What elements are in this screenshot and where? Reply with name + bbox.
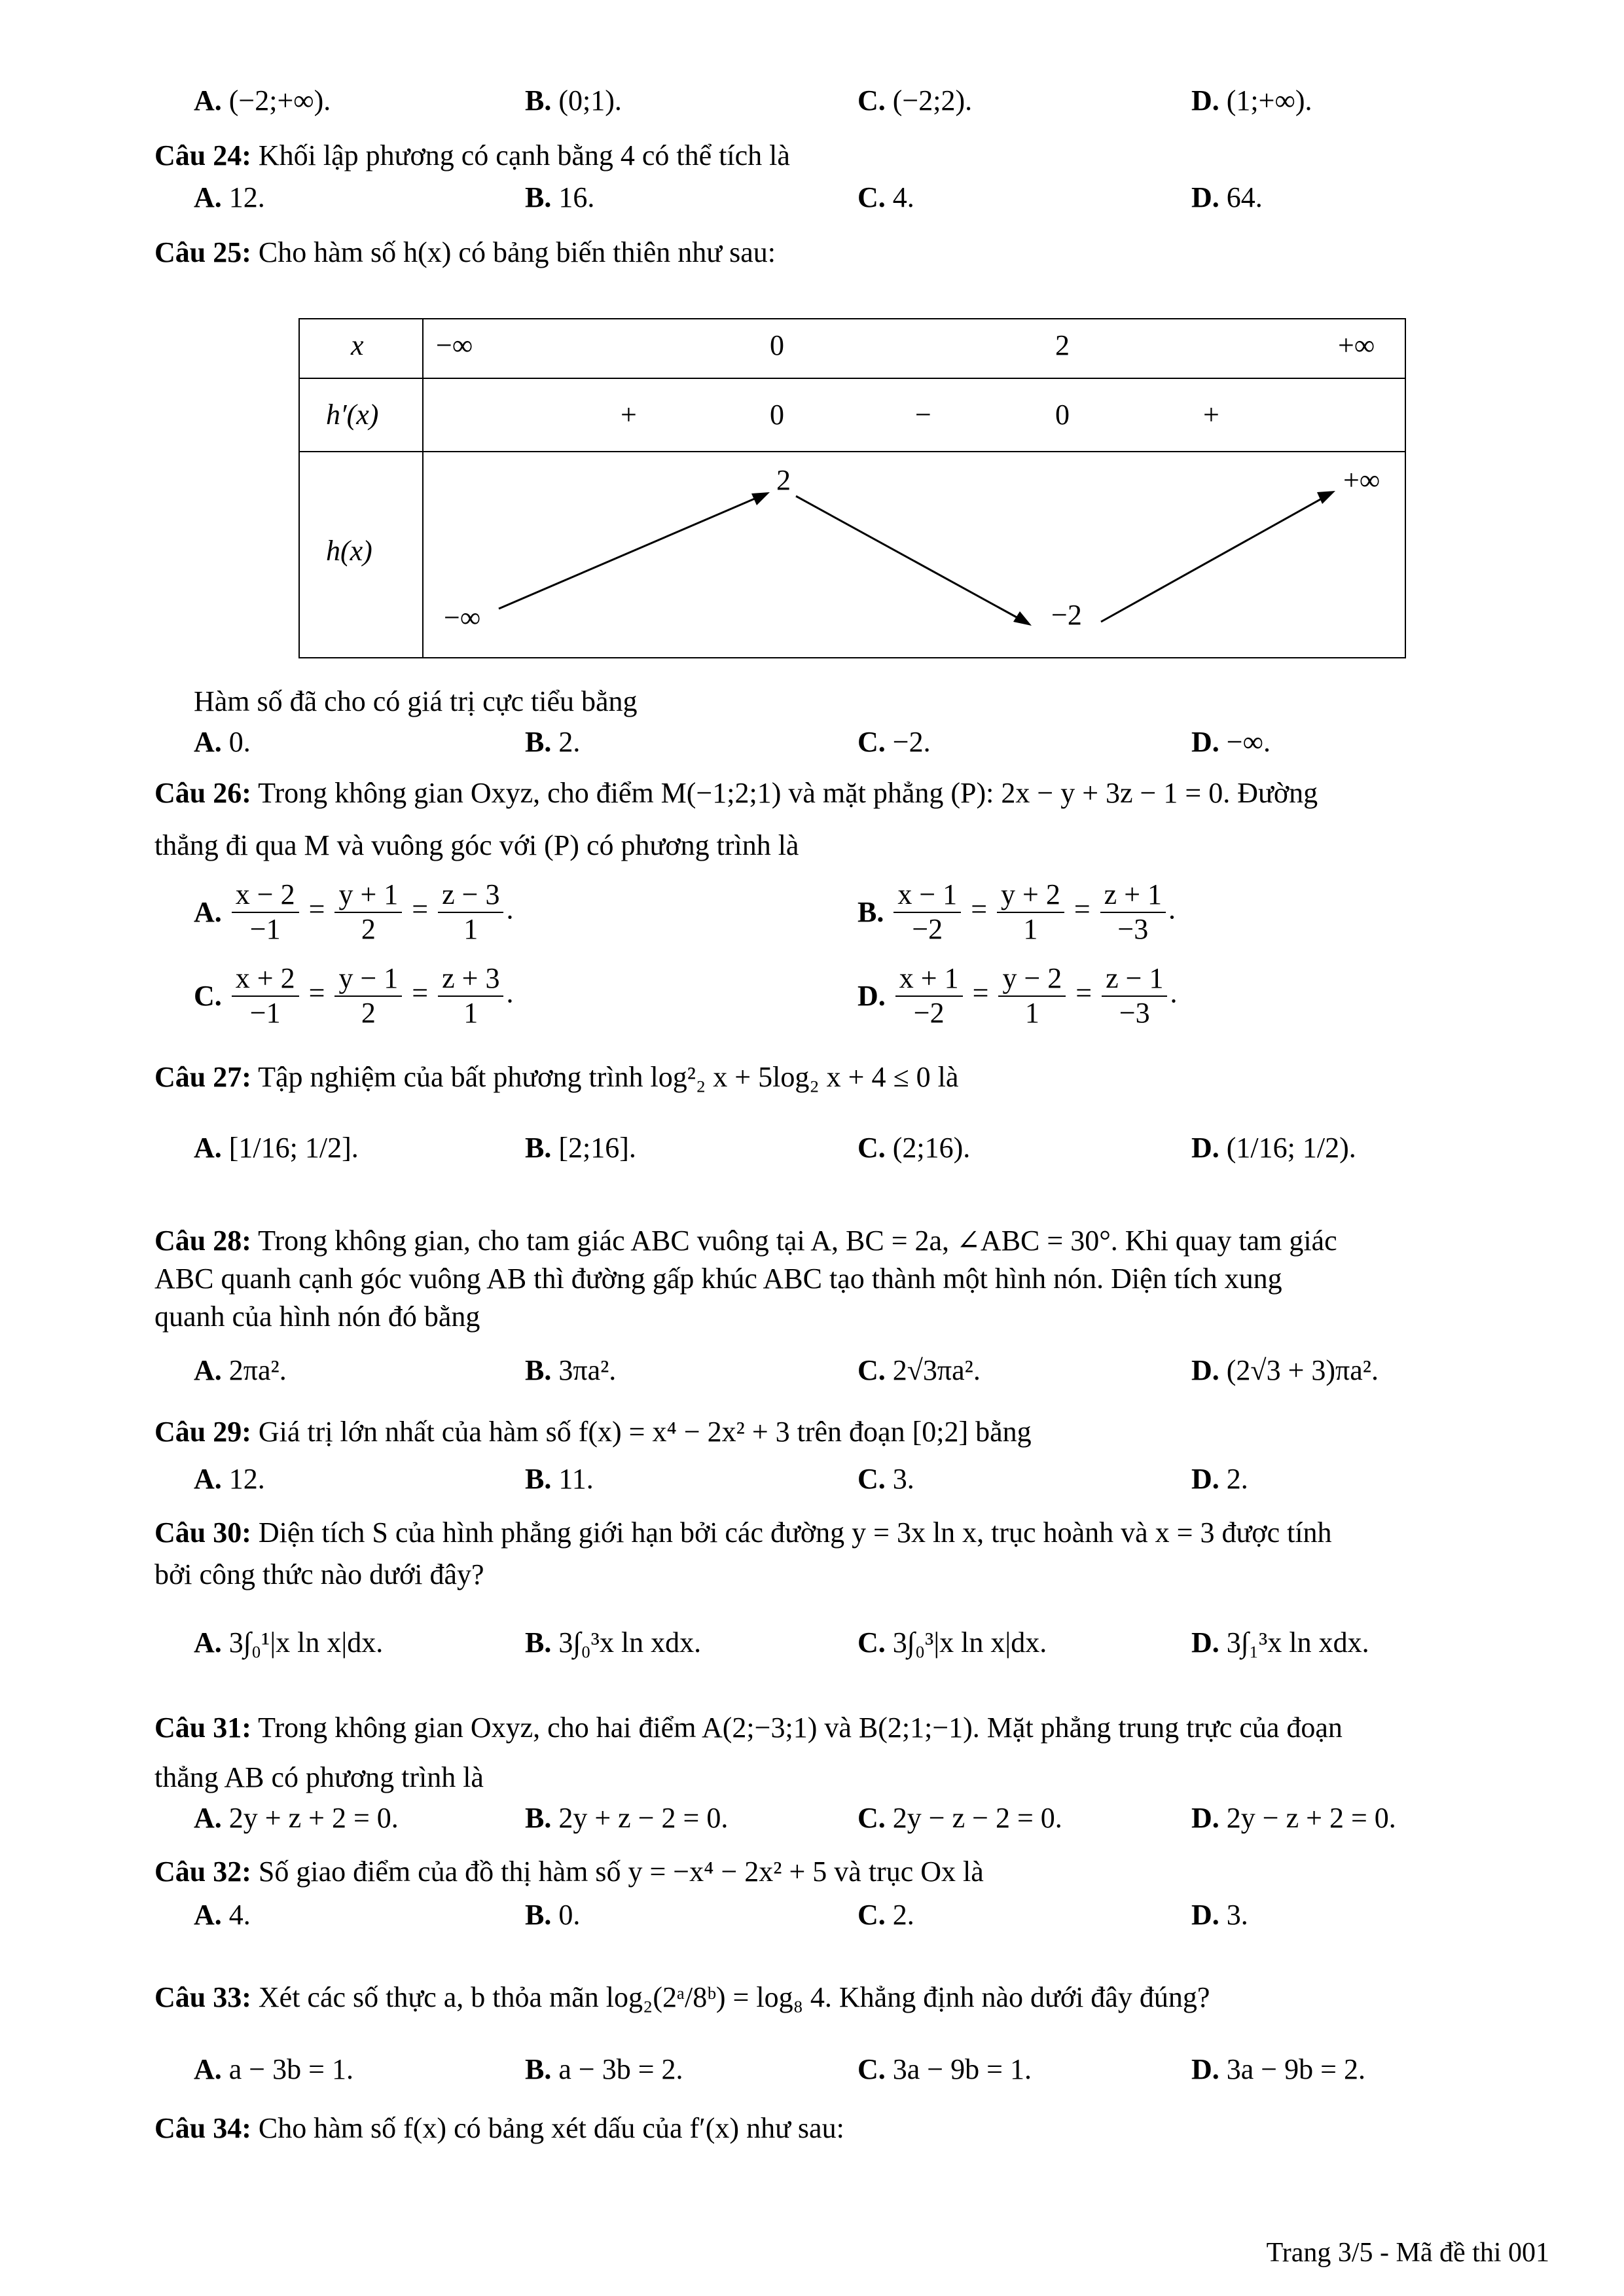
q33-option-d: D. 3a − 9b = 2. — [1191, 2053, 1365, 2085]
h-value-min: −2 — [1051, 599, 1082, 631]
page-footer: Trang 3/5 - Mã đề thi 001 — [1266, 2238, 1549, 2268]
q27-stem: Câu 27: Tập nghiệm của bất phương trình log²₂ x + 5log₂ x + 4 ≤ 0 là — [154, 1061, 959, 1093]
q28-option-c: C. 2√3πa². — [857, 1354, 981, 1386]
q31-option-c: C. 2y − z − 2 = 0. — [857, 1802, 1062, 1834]
x-value-pos-inf: +∞ — [1338, 329, 1375, 361]
q27-option-d: D. (1/16; 1/2). — [1191, 1132, 1356, 1164]
x-value-0: 0 — [770, 329, 784, 361]
q25-option-d: D. −∞. — [1191, 726, 1271, 758]
q30-stem-line2: bởi công thức nào dưới đây? — [154, 1558, 484, 1590]
q23-option-c: C. (−2;2). — [857, 84, 973, 117]
q29-option-b: B. 11. — [525, 1463, 594, 1495]
increasing-arrow-2 — [1101, 496, 1326, 622]
q33-option-c: C. 3a − 9b = 1. — [857, 2053, 1032, 2085]
q30-option-c: C. 3∫₀³|x ln x|dx. — [857, 1626, 1047, 1659]
q24-option-c: C. 4. — [857, 181, 914, 213]
q26-stem-line1: Câu 26: Trong không gian Oxyz, cho điểm M(−1;2;1) và mặt phẳng (P): 2x − y + 3z − 1 = 0. Đường — [154, 777, 1318, 809]
q30-stem-line1: Câu 30: Diện tích S của hình phẳng giới hạn bởi các đường y = 3x ln x, trục hoành và x = 3 được tính — [154, 1516, 1332, 1549]
q26-option-a: A. $\frac{x - 2}{-1}$ = $\frac{y + 1}{2}$ = $\frac{z - 3}{1}$ . — [194, 878, 514, 945]
q31-stem-line1: Câu 31: Trong không gian Oxyz, cho hai điểm A(2;−3;1) và B(2;1;−1). Mặt phẳng trung trực của đoạn — [154, 1712, 1343, 1744]
q27-option-c: C. (2;16). — [857, 1132, 971, 1164]
q28-stem-line2: ABC quanh cạnh góc vuông AB thì đường gấp khúc ABC tạo thành một hình nón. Diện tích xung — [154, 1263, 1282, 1295]
q23-option-d: D. (1;+∞). — [1191, 84, 1312, 117]
decreasing-arrow — [796, 496, 1022, 620]
q25-option-b: B. 2. — [525, 726, 581, 758]
q28-stem-line3: quanh của hình nón đó bằng — [154, 1300, 480, 1333]
q26-option-c: C. $\frac{x + 2}{-1}$ = $\frac{y - 1}{2}$ = $\frac{z + 3}{1}$ . — [194, 962, 514, 1029]
q29-option-a: A. 12. — [194, 1463, 265, 1495]
q27-option-b: B. [2;16]. — [525, 1132, 636, 1164]
h-value-max: 2 — [776, 464, 791, 496]
q29-stem: Câu 29: Giá trị lớn nhất của hàm số f(x) = x⁴ − 2x² + 3 trên đoạn [0;2] bằng — [154, 1416, 1032, 1448]
q32-option-d: D. 3. — [1191, 1899, 1248, 1931]
q23-option-a: A. (−2;+∞). — [194, 84, 331, 117]
q32-option-b: B. 0. — [525, 1899, 581, 1931]
row-label-x: x — [351, 329, 364, 361]
q24-option-d: D. 64. — [1191, 181, 1263, 213]
q28-stem-line1: Câu 28: Trong không gian, cho tam giác ABC vuông tại A, BC = 2a, ∠ABC = 30°. Khi quay tam giác — [154, 1225, 1337, 1257]
sign-plus-2: + — [1203, 399, 1219, 431]
q26-stem-line2: thẳng đi qua M và vuông góc với (P) có phương trình là — [154, 829, 799, 861]
q26-option-b: B. $\frac{x - 1}{-2}$ = $\frac{y + 2}{1}$ = $\frac{z + 1}{-3}$ . — [857, 878, 1176, 945]
x-value-neg-inf: −∞ — [436, 329, 473, 361]
q25-option-c: C. −2. — [857, 726, 931, 758]
row-label-h: h(x) — [326, 535, 372, 567]
variation-table — [298, 318, 1406, 658]
q28-option-b: B. 3πa². — [525, 1354, 617, 1386]
q25-question: Hàm số đã cho có giá trị cực tiểu bằng — [194, 685, 638, 717]
q31-option-d: D. 2y − z + 2 = 0. — [1191, 1802, 1396, 1834]
q32-stem: Câu 32: Số giao điểm của đồ thị hàm số y = −x⁴ − 2x² + 5 và trục Ox là — [154, 1856, 984, 1888]
q30-option-d: D. 3∫₁³x ln xdx. — [1191, 1626, 1369, 1659]
q28-option-a: A. 2πa². — [194, 1354, 287, 1386]
q34-stem: Câu 34: Cho hàm số f(x) có bảng xét dấu của f′(x) như sau: — [154, 2112, 844, 2144]
q32-option-a: A. 4. — [194, 1899, 251, 1931]
q32-option-c: C. 2. — [857, 1899, 914, 1931]
q33-stem: Câu 33: Xét các số thực a, b thỏa mãn log₂(2ᵃ/8ᵇ) = log₈ 4. Khẳng định nào dưới đây đúng? — [154, 1981, 1210, 2013]
increasing-arrow-1 — [499, 496, 761, 609]
q30-option-a: A. 3∫₀¹|x ln x|dx. — [194, 1626, 384, 1659]
h-value-start: −∞ — [444, 601, 481, 634]
q24-stem: Câu 24: Khối lập phương có cạnh bằng 4 có thể tích là — [154, 139, 790, 171]
x-value-2: 2 — [1055, 329, 1070, 361]
q31-stem-line2: thẳng AB có phương trình là — [154, 1761, 484, 1793]
q26-option-d: D. $\frac{x + 1}{-2}$ = $\frac{y - 2}{1}$ = $\frac{z - 1}{-3}$ . — [857, 962, 1178, 1029]
q24-option-b: B. 16. — [525, 181, 595, 213]
q30-option-b: B. 3∫₀³x ln xdx. — [525, 1626, 702, 1659]
q31-option-b: B. 2y + z − 2 = 0. — [525, 1802, 729, 1834]
q33-option-a: A. a − 3b = 1. — [194, 2053, 353, 2085]
q29-option-c: C. 3. — [857, 1463, 914, 1495]
q28-option-d: D. (2√3 + 3)πa². — [1191, 1354, 1379, 1386]
sign-plus-1: + — [621, 399, 637, 431]
q25-option-a: A. 0. — [194, 726, 251, 758]
h-value-end: +∞ — [1343, 464, 1380, 496]
sign-zero-2: 0 — [1055, 399, 1070, 431]
q27-option-a: A. [1/16; 1/2]. — [194, 1132, 359, 1164]
q24-option-a: A. 12. — [194, 181, 265, 213]
sign-zero-1: 0 — [770, 399, 784, 431]
q25-stem: Câu 25: Cho hàm số h(x) có bảng biến thiên như sau: — [154, 236, 776, 268]
sign-minus: − — [915, 399, 931, 431]
q29-option-d: D. 2. — [1191, 1463, 1248, 1495]
q33-option-b: B. a − 3b = 2. — [525, 2053, 683, 2085]
row-label-hprime: h′(x) — [326, 399, 379, 431]
q31-option-a: A. 2y + z + 2 = 0. — [194, 1802, 399, 1834]
q23-option-b: B. (0;1). — [525, 84, 622, 117]
